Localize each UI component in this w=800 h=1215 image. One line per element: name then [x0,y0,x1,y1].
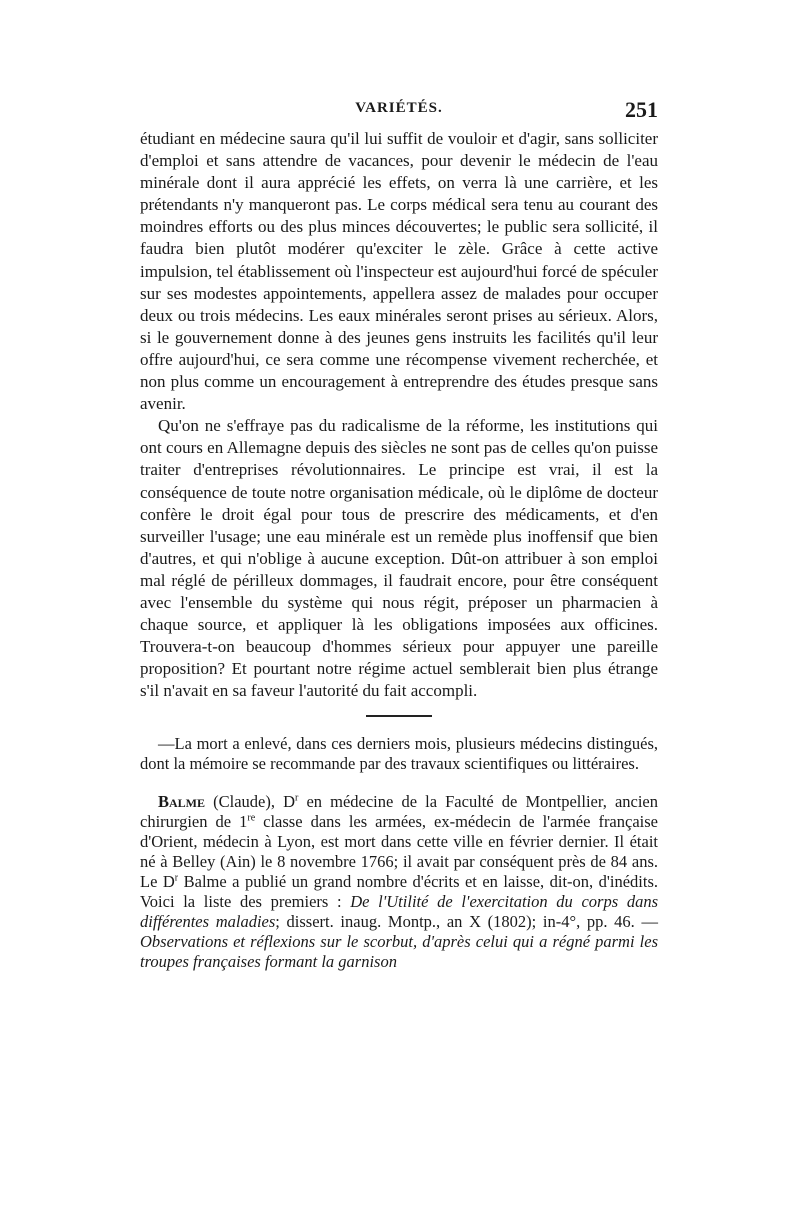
paragraph-reform: Qu'on ne s'effraye pas du radicalisme de la réforme, les institutions qui ont cours en Allemagne depuis des siècles ne sont pas de celles qu'on puisse traiter d'entreprises révolutionnaires. Le principe est vrai, il est la conséquence de toute notre organisation médicale, où le diplôme de docteur confère le droit égal pour tous de prescrire des médicaments, et d'en surveiller l'usage; une eau minérale est un remède plus inoffensif que bien d'autres, et qui n'oblige à aucune exception. Dût-on attribuer à son emploi mal réglé de périlleux dommages, il faudrait encore, pour être conséquent avec l'ensemble du système qui nous régit, préposer un pharmacien à chaque source, et appliquer là les obligations imposées aux officines. Trouvera-t-on beaucoup d'hommes sérieux pour appuyer une pareille proposition? Et pourtant notre régime actuel semblerait bien plus étrange s'il n'avait en sa faveur l'autorité du fait accompli. [140,416,658,701]
section-divider [366,715,432,717]
page-number: 251 [625,97,658,122]
entry-name: Balme [158,792,206,812]
page-body [140,128,658,971]
obituary-section [140,734,658,971]
running-title: VARIÉTÉS. [355,100,443,116]
paragraph-continuation: étudiant en médecine saura qu'il lui suffit de vouloir et d'agir, sans solliciter d'emploi et sans attendre de vacances, pour devenir le médecin de l'eau minérale dont il aura apprécié les effets, on verra là une carrière, et les prétendants n'y manqueront pas. Le corps médical sera tenu au courant des moindres efforts ou des plus minces découvertes; le public sera sollicité, il faudra bien plutôt modérer qu'exciter le zèle. Grâce à cette active impulsion, tel établissement où l'inspecteur est aujourd'hui forcé de spéculer sur ses modestes appointements, appellera assez de malades pour occuper deux ou trois médecins. Les eaux minérales seront prises au sérieux. Alors, si le gouvernement donne à des jeunes gens instruits les facilités qu'il leur offre aujourd'hui, ce sera comme une récompense vivement recherchée, et non plus comme un encouragement à entreprendre des études presque sans avenir. [140,129,658,414]
reform-section [140,128,658,702]
obituary-entry-balme: Balme (Claude), $D^r$ en médecine de la Faculté de Montpellier, ancien chirurgien de 1re classe dans les armées, ex-médecin de l'armée française d'Orient, médecin à Lyon, est mort dans cette ville en février dernier. Il était né à Belley (Ain) le 8 novembre 1766; il avait par conséquent près de 84 ans. Le $D^r$ Balme a publié un grand nombre d'écrits et en laisse, dit-on, d'inédits. Voici la liste des premiers : De l'Utilité de l'exercitation du corps dans différentes maladies; dissert. inaug. Montp., an X (1802); in-4°, pp. 46. — Observations et réflexions sur le scorbut, d'après celui qui a régné parmi les troupes françaises formant la garnison [140,792,658,971]
work-title-2: Observations et réflexions sur le scorbut, d'après celui qui a régné parmi les troupes françaises formant la garnison [140,931,658,971]
obituary-intro: —La mort a enlevé, dans ces derniers mois, plusieurs médecins distingués, dont la mémoire se recommande par des travaux scientifiques ou littéraires. [140,734,658,774]
work-title-1: De l'Utilité de l'exercitation du corps dans différentes maladies [140,891,658,931]
page-header [140,97,658,126]
